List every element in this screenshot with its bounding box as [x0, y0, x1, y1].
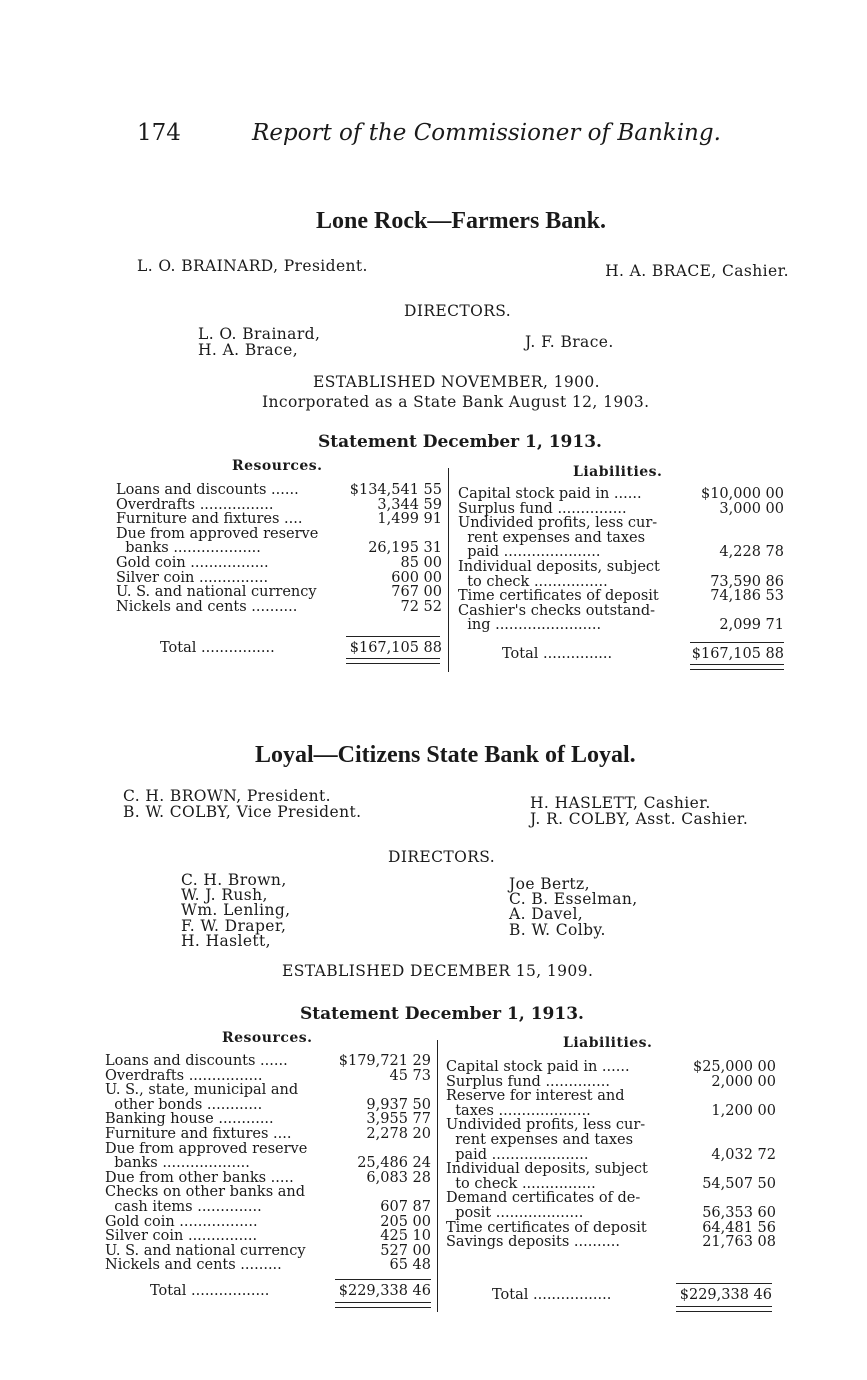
statement-line: [105, 1142, 431, 1157]
line-label: Individual deposits, subject: [458, 559, 660, 575]
line-label: banks ...................: [116, 540, 261, 557]
director-name: L. O. Brainard,: [198, 325, 321, 343]
director-name: C. B. Esselman,: [509, 890, 638, 909]
bank1-directors-right: [525, 333, 614, 351]
statement-line: [116, 483, 442, 498]
double-rule: [676, 1306, 772, 1312]
line-amount: $179,721 29: [338, 1053, 431, 1069]
bank1-cashier: H. A. BRACE, Cashier.: [605, 262, 789, 280]
bank2-title: Loyal—Citizens State Bank of Loyal.: [255, 742, 636, 768]
statement-line: [458, 487, 784, 502]
director-name: F. W. Draper,: [181, 916, 287, 935]
line-label: banks ...................: [105, 1155, 250, 1172]
line-amount: 74,186 53: [710, 588, 784, 605]
bank2-established: ESTABLISHED DECEMBER 15, 1909.: [282, 962, 594, 980]
line-amount: $10,000 00: [700, 486, 784, 502]
statement-line: [458, 545, 784, 560]
statement-line: [458, 575, 784, 590]
statement-line: [446, 1162, 776, 1177]
line-label: paid .....................: [458, 544, 601, 561]
line-amount: 56,353 60: [702, 1205, 776, 1221]
line-amount: 4,228 78: [719, 544, 784, 561]
line-label: Gold coin .................: [105, 1213, 258, 1230]
line-label: Gold coin .................: [116, 555, 269, 571]
line-amount: $134,541 55: [349, 482, 442, 498]
line-label: Nickels and cents .........: [105, 1257, 282, 1274]
line-amount: 4,032 72: [711, 1146, 776, 1163]
line-amount: 54,507 50: [702, 1175, 776, 1192]
statement-line: [446, 1206, 776, 1221]
double-rule: [335, 1302, 431, 1308]
line-amount: 3,955 77: [366, 1111, 431, 1128]
line-amount: 64,481 56: [702, 1219, 776, 1236]
bank2-statement-heading: Statement December 1, 1913.: [300, 1004, 584, 1024]
line-amount: 2,099 71: [719, 617, 784, 634]
total-rule: [335, 1279, 431, 1280]
line-label: Savings deposits ..........: [446, 1234, 620, 1251]
statement-line: [446, 1133, 776, 1148]
statement-line: [446, 1104, 776, 1119]
bank1-statement-heading: Statement December 1, 1913.: [318, 432, 602, 452]
line-label: U. S. and national currency: [116, 584, 317, 601]
statement-line: [105, 1258, 431, 1273]
statement-line: [105, 1127, 431, 1142]
line-amount: $25,000 00: [692, 1059, 776, 1075]
line-amount: 3,000 00: [719, 500, 784, 517]
bank2-liabilities-total: $229,338 46: [679, 1287, 772, 1303]
line-label: Furniture and fixtures ....: [105, 1126, 292, 1142]
line-label: to check ................: [458, 573, 608, 590]
statement-line: [458, 531, 784, 546]
line-label: Loans and discounts ......: [116, 482, 299, 498]
bank1-title: Lone Rock—Farmers Bank.: [316, 208, 606, 234]
statement-line: [105, 1069, 431, 1084]
line-label: Surplus fund ...............: [458, 500, 627, 517]
bank2-officers-left: [123, 788, 361, 820]
bank2-directors-heading: DIRECTORS.: [388, 848, 496, 866]
bank1-resources-list: [116, 483, 442, 618]
double-rule: [346, 658, 440, 664]
line-amount: 767 00: [391, 584, 442, 601]
statement-line: [458, 618, 784, 633]
bank2-liabilities-list: [446, 1060, 776, 1252]
line-amount: 607 87: [380, 1199, 431, 1215]
line-label: Surplus fund ..............: [446, 1073, 610, 1090]
line-label: to check ................: [446, 1175, 596, 1192]
line-label: Banking house ............: [105, 1111, 274, 1128]
statement-line: [105, 1200, 431, 1215]
line-amount: 45 73: [389, 1067, 431, 1084]
director-name: Wm. Lenling,: [181, 901, 291, 920]
line-label: Reserve for interest and: [446, 1088, 625, 1105]
line-amount: 1,200 00: [711, 1102, 776, 1119]
line-label: Silver coin ...............: [116, 569, 269, 586]
line-label: posit ...................: [446, 1205, 584, 1221]
bank1-resources-total: $167,105 88: [349, 640, 442, 656]
statement-line: [105, 1171, 431, 1186]
director-name: B. W. Colby.: [509, 920, 606, 939]
line-label: Undivided profits, less cur-: [446, 1117, 646, 1134]
running-title: Report of the Commissioner of Banking.: [252, 120, 721, 146]
bank1-liabilities-list: [458, 487, 784, 637]
line-label: Individual deposits, subject: [446, 1161, 648, 1178]
bank1-liabilities-heading: Liabilities.: [573, 464, 663, 480]
line-amount: 1,499 91: [377, 511, 442, 528]
line-label: Due from approved reserve: [116, 525, 319, 542]
statement-line: [105, 1098, 431, 1113]
officer: C. H. BROWN, President.: [123, 787, 332, 805]
officer: J. R. COLBY, Asst. Cashier.: [530, 810, 749, 828]
line-label: Silver coin ...............: [105, 1228, 258, 1245]
director-name: Joe Bertz,: [509, 875, 590, 893]
line-label: rent expenses and taxes: [446, 1132, 634, 1148]
director-name: H. Haslett,: [181, 931, 271, 950]
line-amount: 527 00: [380, 1242, 431, 1259]
statement-line: [458, 502, 784, 517]
statement-line: [446, 1075, 776, 1090]
line-amount: 73,590 86: [710, 573, 784, 590]
statement-line: [116, 585, 442, 600]
bank1-incorporated: Incorporated as a State Bank August 12, 1903.: [262, 393, 650, 411]
statement-line: [116, 541, 442, 556]
line-amount: 425 10: [380, 1228, 431, 1245]
line-amount: 9,937 50: [366, 1096, 431, 1113]
line-label: other bonds ............: [105, 1096, 263, 1113]
statement-line: [458, 589, 784, 604]
line-label: Overdrafts ................: [116, 496, 274, 513]
line-label: rent expenses and taxes: [458, 529, 646, 546]
statement-line: [458, 516, 784, 531]
line-label: taxes ....................: [446, 1102, 591, 1119]
line-label: U. S., state, municipal and: [105, 1082, 299, 1099]
bank2-resources-heading: Resources.: [222, 1030, 313, 1046]
column-divider: [448, 468, 449, 672]
line-label: Loans and discounts ......: [105, 1053, 288, 1069]
line-label: Due from other banks .....: [105, 1169, 294, 1186]
statement-line: [116, 498, 442, 513]
bank2-directors-right: [509, 877, 638, 938]
bank1-established: ESTABLISHED NOVEMBER, 1900.: [313, 373, 601, 391]
statement-line: [105, 1215, 431, 1230]
bank2-directors-left: [181, 873, 290, 949]
bank1-liabilities-total: $167,105 88: [691, 646, 784, 662]
statement-line: [458, 604, 784, 619]
line-label: cash items ..............: [105, 1199, 262, 1215]
statement-line: [116, 527, 442, 542]
line-label: Capital stock paid in ......: [458, 486, 642, 502]
statement-line: [105, 1156, 431, 1171]
bank2-resources-list: [105, 1054, 431, 1276]
bank1-resources-total-label: Total ................: [160, 640, 275, 656]
page-number: 174: [137, 120, 181, 146]
bank2-officers-right: [530, 795, 748, 827]
director-name: W. J. Rush,: [181, 886, 268, 905]
statement-line: [105, 1229, 431, 1244]
double-rule: [690, 664, 784, 670]
bank1-resources-heading: Resources.: [232, 458, 323, 474]
statement-line: [446, 1060, 776, 1075]
director-name: H. A. Brace,: [198, 341, 299, 359]
line-amount: 72 52: [400, 598, 442, 615]
bank1-president: L. O. BRAINARD, President.: [137, 257, 368, 275]
line-amount: 6,083 28: [366, 1169, 431, 1186]
line-amount: 85 00: [400, 555, 442, 571]
statement-line: [446, 1191, 776, 1206]
statement-line: [116, 571, 442, 586]
line-label: Time certificates of deposit: [458, 588, 659, 605]
line-label: Nickels and cents ..........: [116, 598, 298, 615]
statement-line: [116, 556, 442, 571]
bank2-resources-total: $229,338 46: [338, 1283, 431, 1299]
total-rule: [690, 642, 784, 643]
line-label: Overdrafts ................: [105, 1067, 263, 1084]
line-label: ing .......................: [458, 617, 602, 634]
statement-line: [446, 1221, 776, 1236]
statement-line: [446, 1235, 776, 1250]
officer: B. W. COLBY, Vice President.: [123, 803, 362, 821]
statement-line: [116, 600, 442, 615]
statement-line: [105, 1054, 431, 1069]
line-amount: 25,486 24: [357, 1155, 431, 1172]
line-label: U. S. and national currency: [105, 1242, 306, 1259]
statement-line: [105, 1112, 431, 1127]
statement-line: [446, 1089, 776, 1104]
director-name: J. F. Brace.: [525, 333, 614, 351]
director-name: A. Davel,: [509, 905, 584, 924]
line-amount: 21,763 08: [702, 1234, 776, 1251]
statement-line: [105, 1185, 431, 1200]
statement-line: [105, 1083, 431, 1098]
line-amount: 2,278 20: [366, 1126, 431, 1142]
statement-line: [446, 1177, 776, 1192]
statement-line: [446, 1118, 776, 1133]
line-label: Furniture and fixtures ....: [116, 511, 303, 528]
total-rule: [346, 636, 440, 637]
line-amount: 3,344 59: [377, 496, 442, 513]
line-label: paid .....................: [446, 1146, 589, 1163]
bank1-liabilities-total-label: Total ...............: [502, 646, 613, 662]
line-label: Demand certificates of de-: [446, 1190, 641, 1207]
line-label: Checks on other banks and: [105, 1184, 306, 1201]
bank2-liabilities-total-label: Total .................: [492, 1287, 612, 1303]
bank1-directors-heading: DIRECTORS.: [404, 302, 512, 320]
bank2-resources-total-label: Total .................: [150, 1283, 270, 1299]
line-amount: 600 00: [391, 569, 442, 586]
line-label: Cashier's checks outstand-: [458, 602, 656, 619]
statement-line: [458, 560, 784, 575]
line-amount: 2,000 00: [711, 1073, 776, 1090]
total-rule: [676, 1283, 772, 1284]
statement-line: [116, 512, 442, 527]
line-amount: 26,195 31: [368, 540, 442, 557]
bank2-liabilities-heading: Liabilities.: [563, 1035, 653, 1051]
statement-line: [446, 1148, 776, 1163]
director-name: C. H. Brown,: [181, 871, 287, 889]
line-label: Due from approved reserve: [105, 1140, 308, 1157]
bank1-directors-left: [198, 326, 320, 358]
line-amount: 205 00: [380, 1213, 431, 1230]
officer: H. HASLETT, Cashier.: [530, 794, 711, 812]
statement-line: [105, 1244, 431, 1259]
line-label: Capital stock paid in ......: [446, 1059, 630, 1075]
line-label: Undivided profits, less cur-: [458, 515, 658, 532]
line-amount: 65 48: [389, 1257, 431, 1274]
line-label: Time certificates of deposit: [446, 1219, 647, 1236]
column-divider: [437, 1040, 438, 1312]
